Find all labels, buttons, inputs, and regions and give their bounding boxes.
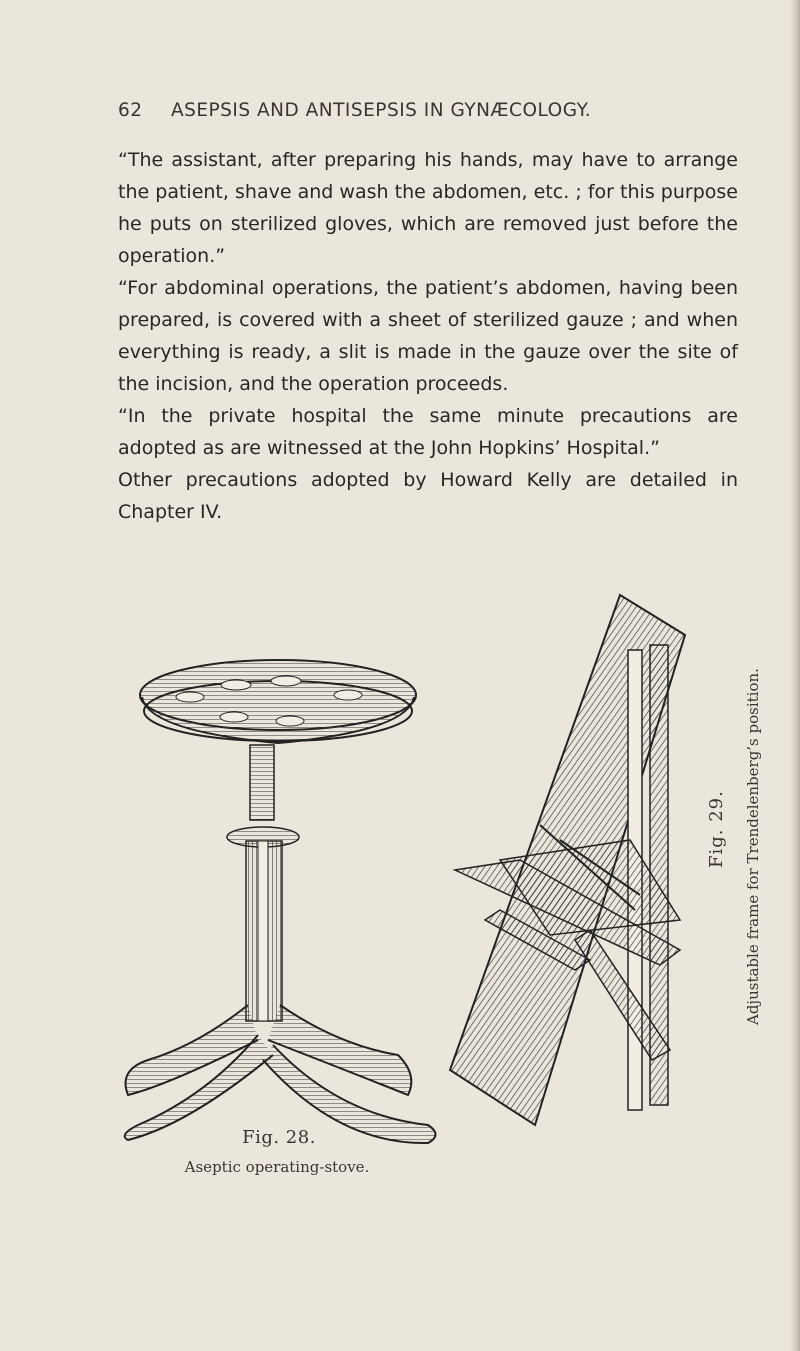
figure-29-label: Fig. 29. [706, 790, 727, 868]
paragraph: “The assistant, after preparing his hands, may have to arrange the patient, shave and wash the abdomen, etc. ; for this purpose he puts on sterilized gloves, which are removed just before the operation.” [118, 149, 738, 267]
figure-29-caption: Adjustable frame for Trendelenberg’s position. [744, 668, 762, 1025]
paragraph: “In the private hospital the same minute precautions are adopted as are witnessed at the John Hopkins’ Hospital.” [118, 405, 738, 459]
running-head [118, 100, 738, 121]
body-text [118, 144, 738, 528]
figure-28-label: Fig. 28. [242, 1127, 316, 1148]
running-title: ASEPSIS AND ANTISEPSIS IN GYNÆCOLOGY. [170, 100, 592, 121]
operating-stool-illustration-icon [108, 655, 448, 1145]
paragraph: “For abdominal operations, the patient’s abdomen, having been prepared, is covered with a sheet of sterilized gauze ; and when everything is ready, a slit is made in the gauze over the site of the incision, and the operation proceeds. [118, 277, 738, 395]
figure-28-caption: Aseptic operating-stove. [184, 1158, 370, 1176]
page-number: 62 [118, 100, 143, 121]
paragraph: Other precautions adopted by Howard Kelly are detailed in Chapter IV. [118, 469, 738, 523]
page-edge [791, 0, 800, 1351]
trendelenburg-frame-illustration-icon [440, 590, 725, 1130]
